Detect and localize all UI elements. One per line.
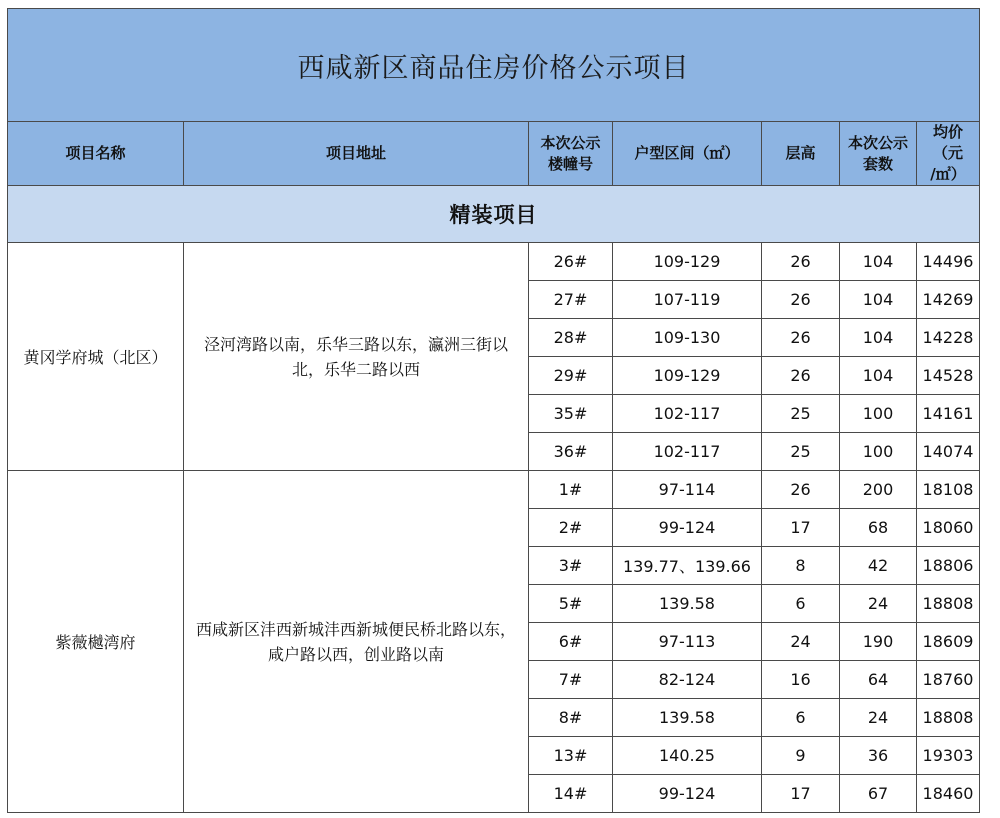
- cell-floors: 17: [762, 775, 840, 813]
- header-sets-line2: 套数: [862, 154, 893, 173]
- table-row: [8, 471, 980, 509]
- cell-floors: 9: [762, 737, 840, 775]
- cell-sets: 64: [840, 661, 917, 699]
- cell-building: 13#: [529, 737, 613, 775]
- project-name: 黄冈学府城（北区）: [8, 243, 184, 471]
- section-title: 精装项目: [8, 186, 980, 243]
- cell-sets: 68: [840, 509, 917, 547]
- table-title: 西咸新区商品住房价格公示项目: [8, 9, 980, 122]
- cell-floors: 6: [762, 585, 840, 623]
- cell-floors: 25: [762, 395, 840, 433]
- cell-range: 97-113: [613, 623, 762, 661]
- cell-floors: 17: [762, 509, 840, 547]
- cell-floors: 26: [762, 243, 840, 281]
- cell-range: 99-124: [613, 775, 762, 813]
- cell-building: 36#: [529, 433, 613, 471]
- cell-building: 6#: [529, 623, 613, 661]
- cell-building: 3#: [529, 547, 613, 585]
- cell-building: 1#: [529, 471, 613, 509]
- cell-range: 102-117: [613, 433, 762, 471]
- cell-range: 140.25: [613, 737, 762, 775]
- cell-floors: 26: [762, 471, 840, 509]
- cell-building: 7#: [529, 661, 613, 699]
- header-address: 项目地址: [184, 122, 529, 186]
- header-building-line1: 本次公示: [540, 133, 601, 152]
- cell-price: 18108: [917, 471, 980, 509]
- cell-building: 29#: [529, 357, 613, 395]
- cell-building: 27#: [529, 281, 613, 319]
- cell-building: 2#: [529, 509, 613, 547]
- cell-price: 14074: [917, 433, 980, 471]
- cell-price: 19303: [917, 737, 980, 775]
- project-address: 西咸新区沣西新城沣西新城便民桥北路以东，咸户路以西，创业路以南: [184, 471, 529, 813]
- cell-price: 14228: [917, 319, 980, 357]
- cell-range: 82-124: [613, 661, 762, 699]
- cell-price: 14269: [917, 281, 980, 319]
- cell-sets: 200: [840, 471, 917, 509]
- cell-sets: 104: [840, 319, 917, 357]
- cell-price: 18460: [917, 775, 980, 813]
- header-price-line1: 均价（元: [932, 123, 963, 162]
- cell-building: 8#: [529, 699, 613, 737]
- cell-price: 18060: [917, 509, 980, 547]
- cell-price: 18609: [917, 623, 980, 661]
- cell-sets: 104: [840, 281, 917, 319]
- cell-sets: 67: [840, 775, 917, 813]
- cell-building: 26#: [529, 243, 613, 281]
- cell-building: 35#: [529, 395, 613, 433]
- cell-floors: 6: [762, 699, 840, 737]
- project-address: 泾河湾路以南，乐华三路以东，瀛洲三街以北，乐华二路以西: [184, 243, 529, 471]
- header-price-line2: /㎡）: [930, 165, 966, 183]
- header-name: 项目名称: [8, 122, 184, 186]
- cell-floors: 8: [762, 547, 840, 585]
- cell-floors: 24: [762, 623, 840, 661]
- cell-price: 14161: [917, 395, 980, 433]
- cell-price: 18808: [917, 699, 980, 737]
- cell-floors: 16: [762, 661, 840, 699]
- cell-sets: 42: [840, 547, 917, 585]
- project-name: 紫薇樾湾府: [8, 471, 184, 813]
- cell-sets: 24: [840, 699, 917, 737]
- cell-sets: 100: [840, 433, 917, 471]
- cell-range: 109-129: [613, 243, 762, 281]
- cell-range: 107-119: [613, 281, 762, 319]
- header-price: [917, 122, 980, 186]
- cell-building: 5#: [529, 585, 613, 623]
- cell-building: 28#: [529, 319, 613, 357]
- table-row: [8, 243, 980, 281]
- cell-range: 97-114: [613, 471, 762, 509]
- cell-range: 139.77、139.66: [613, 547, 762, 585]
- cell-range: 109-129: [613, 357, 762, 395]
- cell-range: 99-124: [613, 509, 762, 547]
- cell-floors: 26: [762, 281, 840, 319]
- cell-range: 109-130: [613, 319, 762, 357]
- cell-range: 139.58: [613, 585, 762, 623]
- header-sets-line1: 本次公示: [847, 133, 908, 152]
- header-floors: 层高: [762, 122, 840, 186]
- cell-price: 18806: [917, 547, 980, 585]
- cell-price: 14496: [917, 243, 980, 281]
- cell-range: 102-117: [613, 395, 762, 433]
- cell-range: 139.58: [613, 699, 762, 737]
- header-sets: [840, 122, 917, 186]
- cell-floors: 26: [762, 319, 840, 357]
- cell-sets: 36: [840, 737, 917, 775]
- cell-floors: 26: [762, 357, 840, 395]
- cell-sets: 100: [840, 395, 917, 433]
- header-building-line2: 楼幢号: [547, 154, 593, 173]
- cell-sets: 190: [840, 623, 917, 661]
- cell-price: 18760: [917, 661, 980, 699]
- cell-price: 18808: [917, 585, 980, 623]
- header-unit-range: 户型区间（㎡）: [613, 122, 762, 186]
- cell-sets: 104: [840, 243, 917, 281]
- header-row: [8, 122, 980, 186]
- cell-sets: 104: [840, 357, 917, 395]
- cell-sets: 24: [840, 585, 917, 623]
- price-table: [7, 8, 980, 813]
- cell-price: 14528: [917, 357, 980, 395]
- cell-floors: 25: [762, 433, 840, 471]
- header-building: [529, 122, 613, 186]
- cell-building: 14#: [529, 775, 613, 813]
